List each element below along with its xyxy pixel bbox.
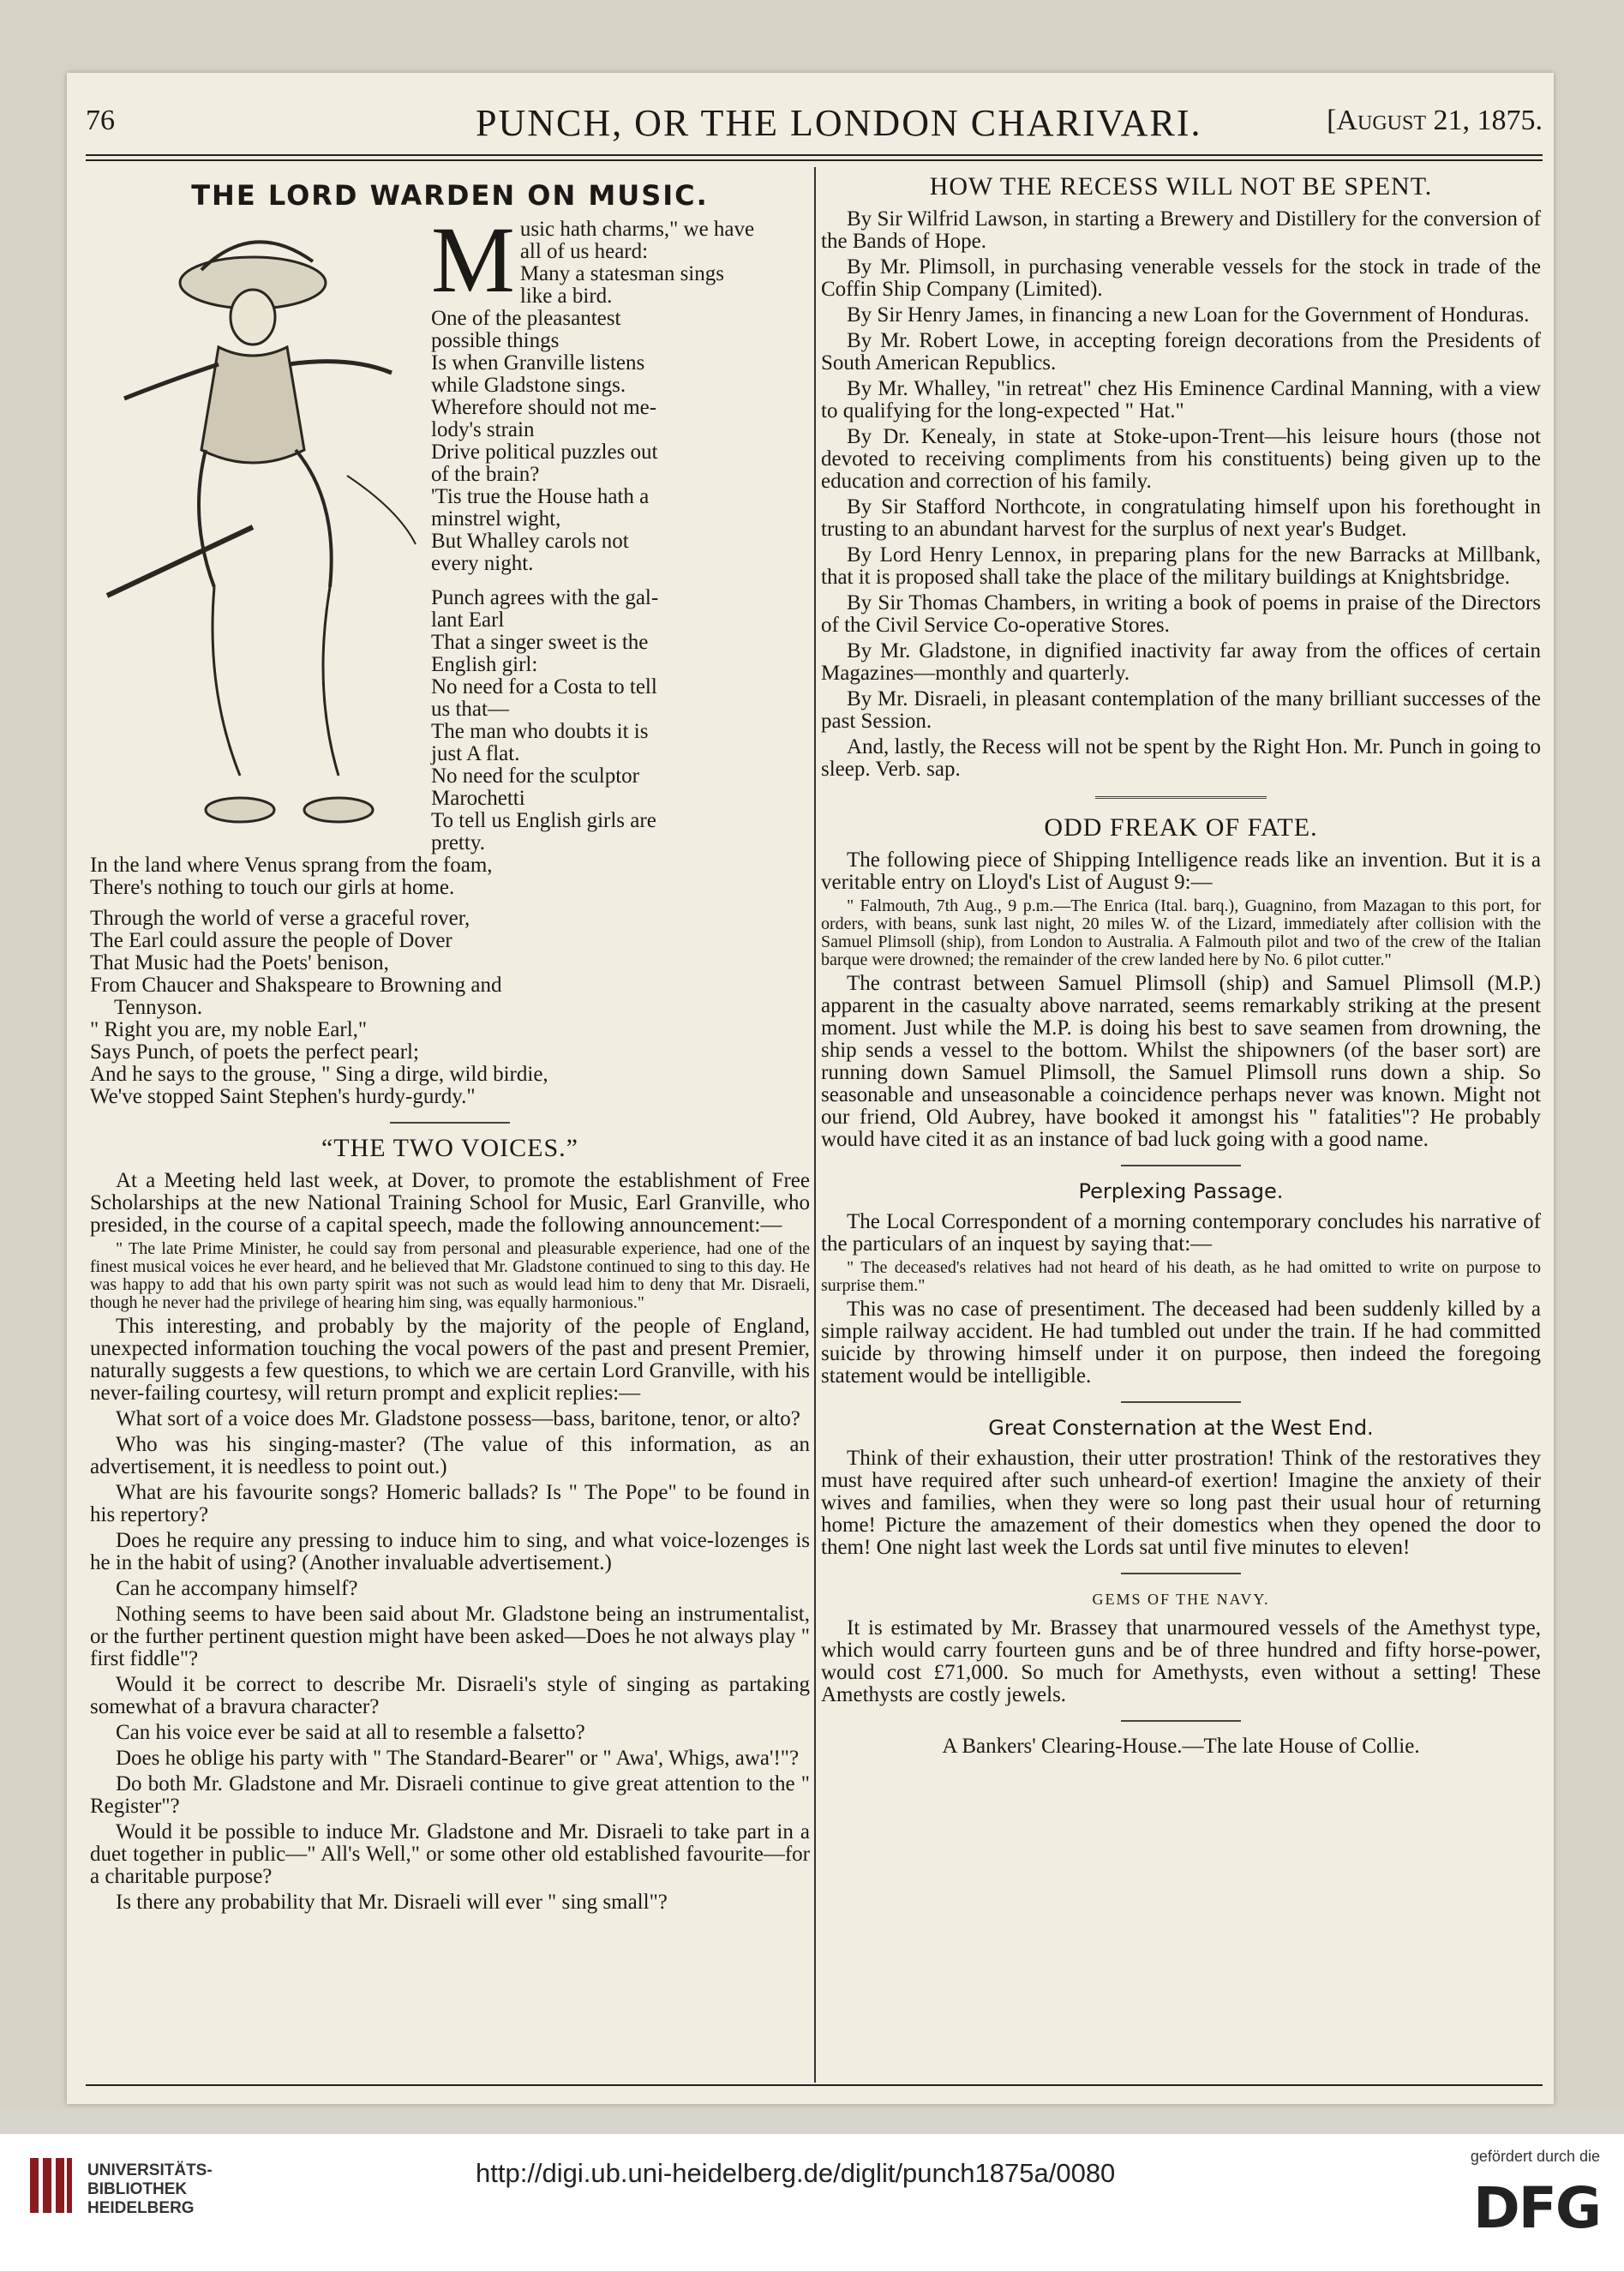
recess-item: By Sir Wilfrid Lawson, in starting a Brewery and Distillery for the conversion of the Bands of Hope. xyxy=(821,207,1541,253)
poem-line: Tennyson. xyxy=(114,996,203,1019)
paragraph: Think of their exhaustion, their utter prostration! Think of the restoratives they must have required after such unheard-of exertion! Imagine the anxiety of their wives and families, when they were so long past their usual hour of returning home! Picture the amazement of their domestics when they opened the door to them! One night last week the Lords sat until five minutes to eleven! xyxy=(821,1447,1541,1559)
poem-line: us that— xyxy=(431,698,509,721)
section-separator xyxy=(1121,1720,1241,1722)
lord-warden-title: THE LORD WARDEN ON MUSIC. xyxy=(191,179,709,212)
odd-freak-title: ODD FREAK OF FATE. xyxy=(1044,813,1318,842)
poem-line: all of us heard: xyxy=(519,240,649,263)
two-voices-title: “THE TWO VOICES.” xyxy=(321,1134,578,1162)
paragraph: Who was his singing-master? (The value of this information, as an advertisement, it is needless to point out.) xyxy=(90,1433,810,1478)
section-separator xyxy=(390,1122,510,1124)
page-number: 76 xyxy=(86,105,115,136)
recess-item: By Sir Stafford Northcote, in congratulating himself upon his forethought in trusting to an abundant harvest for the surplus of next year's Budget. xyxy=(821,495,1541,541)
poem-line: No need for the sculptor xyxy=(431,764,639,788)
library-crest-icon xyxy=(26,2151,77,2220)
poem-line: possible things xyxy=(431,329,560,352)
perplexing-title: Perplexing Passage. xyxy=(1078,1179,1284,1203)
paragraph: Do both Mr. Gladstone and Mr. Disraeli continue to give great attention to the " Register"? xyxy=(90,1772,810,1818)
recess-item: By Mr. Gladstone, in dignified inactivity far away from the offices of certain Magazines—monthly and quarterly. xyxy=(821,639,1541,685)
poem-line: But Whalley carols not xyxy=(431,530,629,553)
quotation: " The deceased's relatives had not heard of his death, as he had omitted to write on purpose to surprise them." xyxy=(821,1258,1541,1295)
paragraph: The following piece of Shipping Intelligence reads like an invention. But it is a veritable entry on Lloyd's List of August 9:— xyxy=(821,848,1541,894)
footer-rule xyxy=(86,2084,1543,2086)
poem-line: minstrel wight, xyxy=(431,507,561,531)
poem-line: One of the pleasantest xyxy=(431,307,621,330)
funding-note: gefördert durch die xyxy=(1470,2148,1600,2165)
poem-line: of the brain? xyxy=(431,463,540,486)
paragraph: What are his favourite songs? Homeric ballads? Is " The Pope" to be found in his repertory? xyxy=(90,1481,810,1526)
university-name-line: HEIDELBERG xyxy=(87,2199,195,2217)
paragraph: Can his voice ever be said at all to resemble a falsetto? xyxy=(116,1721,585,1744)
recess-item: By Sir Thomas Chambers, in writing a book of poems in praise of the Directors of the Civil Service Co-operative Stores. xyxy=(821,591,1541,637)
poem-line: Punch agrees with the gal- xyxy=(431,586,659,609)
poem-line: Marochetti xyxy=(431,787,525,810)
poem-line: Many a statesman sings xyxy=(519,262,724,285)
poem-line: Drive political puzzles out xyxy=(431,441,658,464)
poem-line: No need for a Costa to tell xyxy=(431,675,657,698)
paragraph: This interesting, and probably by the majority of the people of England, unexpected information touching the vocal powers of the past and present Premier, naturally suggests a few questions, to which we are certain Lord Granville, with his never-failing courtesy, will return prompt and explicit replies:— xyxy=(90,1315,810,1405)
poem-line: That Music had the Poets' benison, xyxy=(90,951,389,974)
university-name-line: BIBLIOTHEK xyxy=(87,2180,188,2198)
poem-stanza-3 xyxy=(90,908,810,1108)
digitization-footer xyxy=(0,2134,1624,2271)
paragraph: Is there any probability that Mr. Disraeli will ever " sing small"? xyxy=(116,1891,668,1914)
paragraph: Does he require any pressing to induce him to sing, and what voice-lozenges is he in the habit of using? (Another invaluable advertisement.) xyxy=(90,1529,810,1574)
masthead-title: PUNCH, OR THE LONDON CHARIVARI. xyxy=(476,102,1202,144)
poem-line: From Chaucer and Shakspeare to Browning and xyxy=(90,974,502,997)
header-rule-thin xyxy=(86,159,1543,161)
university-name xyxy=(87,2161,213,2218)
issue-date: [August 21, 1875. xyxy=(1327,105,1543,136)
recess-item: By Mr. Whalley, "in retreat" chez His Eminence Cardinal Manning, with a view to qualifying for the long-expected " Hat." xyxy=(821,377,1541,423)
paragraph: What sort of a voice does Mr. Gladstone possess—bass, baritone, tenor, or alto? xyxy=(116,1407,800,1430)
university-name-line: UNIVERSITÄTS- xyxy=(87,2161,213,2179)
column-divider xyxy=(814,167,816,2083)
poem-line: " Right you are, my noble Earl," xyxy=(90,1018,368,1041)
left-column xyxy=(90,176,810,1917)
paragraph: It is estimated by Mr. Brassey that unarmoured vessels of the Amethyst type, which would carry fourteen guns and be of three hundred and fifty horse-power, would cost £71,000. So much for Amethysts, even without a setting! These Amethysts are costly jewels. xyxy=(821,1616,1541,1706)
recess-title: HOW THE RECESS WILL NOT BE SPENT. xyxy=(929,172,1433,201)
paragraph: Would it be correct to describe Mr. Disraeli's style of singing as partaking somewhat of a bravura character? xyxy=(90,1673,810,1718)
recess-item: By Mr. Robert Lowe, in accepting foreign decorations from the Presidents of South American Republics. xyxy=(821,329,1541,375)
paragraph: The contrast between Samuel Plimsoll (ship) and Samuel Plimsoll (M.P.) apparent in the casualty above narrated, seems remarkably striking at the present moment. Just while the M.P. is doing his best to save seamen from drowning, the ship sends a vessel to the bottom. Whilst the shipowners (of the baser sort) are running down Samuel Plimsoll, the Samuel Plimsoll runs down a ship. So seasonable and unseasonable a coincidence perhaps never was known. Might not our friend, Old Aubrey, have booked it amongst his " fatalities"? He probably would have cited it as an instance of bad luck going with a good name. xyxy=(821,972,1541,1151)
dfg-logo: DFG xyxy=(1472,2175,1600,2241)
poem-line: And he says to the grouse, " Sing a dirge, wild birdie, xyxy=(90,1063,548,1086)
poem-line: We've stopped Saint Stephen's hurdy-gurdy." xyxy=(90,1085,476,1108)
singing-cavalier-illustration xyxy=(90,219,424,853)
right-column xyxy=(821,172,1541,1761)
poem-line: The Earl could assure the people of Dover xyxy=(90,929,452,952)
poem-line: like a bird. xyxy=(519,285,613,308)
poem-line: That a singer sweet is the xyxy=(431,631,649,654)
paragraph: Would it be possible to induce Mr. Gladstone and Mr. Disraeli to take part in a duet together in public—" All's Well," or some other old established favourite—for a charitable purpose? xyxy=(90,1820,810,1888)
section-separator xyxy=(1121,1165,1241,1166)
poem-line: 'Tis true the House hath a xyxy=(431,485,650,508)
section-separator xyxy=(1121,1573,1241,1574)
poem-line: To tell us English girls are xyxy=(431,809,656,832)
recess-item: By Lord Henry Lennox, in preparing plans for the new Barracks at Millbank, that it is proposed shall take the place of the military buildings at Knightsbridge. xyxy=(821,543,1541,589)
recess-list xyxy=(821,208,1541,781)
paragraph: The Local Correspondent of a morning contemporary concludes his narrative of the particulars of an inquest by saying that:— xyxy=(821,1210,1541,1256)
quotation: " Falmouth, 7th Aug., 9 p.m.—The Enrica (Ital. barq.), Guagnino, from Mazagan to this port, for orders, with beans, sunk last night, 20 miles W. of the Lizard, immediately after collision with the Samuel Plimsoll (ship), from London to Australia. A Falmouth pilot and two of the crew of the Italian barque were drowned; the remainder of the crew landed here by No. 6 pilot cutter." xyxy=(821,896,1541,969)
poem-line: Through the world of verse a graceful rover, xyxy=(90,907,470,930)
paragraph: Does he oblige his party with " The Standard-Bearer" or " Awa', Whigs, awa'!"? xyxy=(116,1747,800,1770)
paragraph: At a Meeting held last week, at Dover, to promote the establishment of Free Scholarships at the new National Training School for Music, Earl Granville, who presided, in the course of a capital speech, made the following announcement:— xyxy=(90,1169,810,1237)
gems-title: GEMS OF THE NAVY. xyxy=(1092,1591,1270,1608)
source-url-link[interactable]: http://digi.ub.uni-heidelberg.de/diglit/punch1875a/0080 xyxy=(476,2158,1116,2188)
poem-line: lody's strain xyxy=(431,418,535,441)
poem-line: In the land where Venus sprang from the foam, xyxy=(90,854,493,877)
paragraph: Can he accompany himself? xyxy=(116,1577,358,1600)
section-separator xyxy=(1095,796,1267,801)
header-rule xyxy=(86,154,1543,156)
poem-line: There's nothing to touch our girls at home. xyxy=(90,876,455,899)
poem-line: The man who doubts it is xyxy=(431,720,649,743)
bankers-note: A Bankers' Clearing-House.—The late House of Collie. xyxy=(942,1735,1420,1758)
poem-line: while Gladstone sings. xyxy=(431,374,626,397)
paragraph: This was no case of presentiment. The deceased had been suddenly killed by a simple railway accident. He had tumbled out under the train. If he had committed suicide by throwing himself under it on purpose, then indeed the foregoing statement would be intelligible. xyxy=(821,1298,1541,1388)
paragraph: Nothing seems to have been said about Mr. Gladstone being an instrumentalist, or the further pertinent question might have been asked—Does he not always play " first fiddle"? xyxy=(90,1603,810,1670)
recess-item: By Sir Henry James, in financing a new Loan for the Government of Honduras. xyxy=(847,303,1530,327)
poem-line: Is when Granville listens xyxy=(431,351,645,375)
consternation-title: Great Consternation at the West End. xyxy=(988,1416,1374,1440)
poem-line: every night. xyxy=(431,552,534,575)
poem-line: English girl: xyxy=(431,653,538,676)
page-header xyxy=(86,101,1543,153)
section-separator xyxy=(1121,1401,1241,1403)
poem-line: lant Earl xyxy=(431,608,505,632)
poem-line: pretty. xyxy=(431,831,485,854)
recess-item: By Mr. Plimsoll, in purchasing venerable vessels for the stock in trade of the Coffin Ship Company (Limited). xyxy=(821,255,1541,301)
quotation: " The late Prime Minister, he could say from personal and pleasurable experience, had one of the finest musical voices he ever heard, and he believed that Mr. Gladstone continued to sing to this day. He was happy to add that his own party spirit was not such as would lead him to deny that Mr. Disraeli, though he never had the privilege of hearing him sing, was equally harmonious." xyxy=(90,1239,810,1312)
recess-item: By Mr. Disraeli, in pleasant contemplation of the many brilliant successes of the past Session. xyxy=(821,687,1541,733)
poem-line: Wherefore should not me- xyxy=(431,396,657,419)
drop-cap: M xyxy=(431,207,515,312)
poem-line: Says Punch, of poets the perfect pearl; xyxy=(90,1040,419,1064)
recess-item: By Dr. Kenealy, in state at Stoke-upon-Trent—his leisure hours (those not devoted to receiving compliments from his constituents) being given up to the education and correction of his family. xyxy=(821,425,1541,493)
poem-line: usic hath charms," we have xyxy=(519,218,755,241)
poem-line: just A flat. xyxy=(431,742,520,765)
recess-item: And, lastly, the Recess will not be spent by the Right Hon. Mr. Punch in going to sleep. Verb. sap. xyxy=(821,735,1541,781)
